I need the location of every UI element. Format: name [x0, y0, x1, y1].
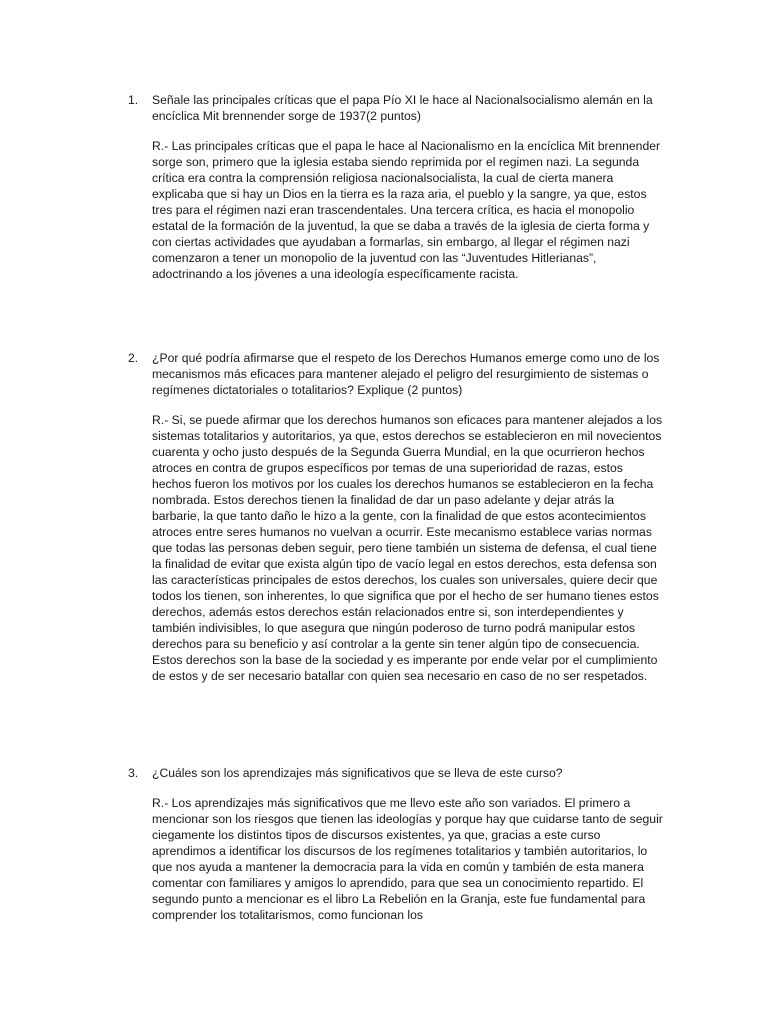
question-text: Señale las principales críticas que el papa Pío XI le hace al Nacionalsocialismo alemán en la encíclica Mit brennender sorge de 1937(2 puntos)	[152, 93, 653, 123]
question-number: 3.	[128, 766, 139, 780]
question-prompt	[128, 765, 668, 781]
question-text: ¿Por qué podría afirmarse que el respeto de los Derechos Humanos emerge como uno de los mecanismos más eficaces para mantener alejado el peligro del resurgimiento de sistemas o regímenes dictatoriales o totalitarios? Explique (2 puntos)	[152, 351, 660, 397]
question-prompt	[128, 350, 668, 398]
question-2	[128, 350, 668, 684]
question-3	[128, 765, 668, 923]
answer-paragraph: R.- Los aprendizajes más significativos que me llevo este año son variados. El primero a mencionar son los riesgos que tienen las ideologías y porque hay que cuidarse tanto de seguir ciegamente los distintos tipos de discursos existentes, ya que, gracias a este curso aprendimos a identificar los discursos de los regímenes totalitarios y también autoritarios, lo que nos ayuda a mantener la democracia para la vida en común y también de esta manera comentar con familiares y amigos lo aprendido, para que sea un conocimiento repartido. El segundo punto a mencionar es el libro La Rebelión en la Granja, este fue fundamental para comprender los totalitarismos, como funcionan los	[152, 796, 663, 922]
question-text: ¿Cuáles son los aprendizajes más significativos que se lleva de este curso?	[152, 766, 563, 780]
answer-paragraph: R.- Si, se puede afirmar que los derechos humanos son eficaces para mantener alejados a los sistemas totalitarios y autoritarios, ya que, estos derechos se establecieron en mil novecientos cuarenta y ocho justo después de la Segunda Guerra Mundial, en la que ocurrieron hechos atroces en contra de grupos específicos por temas de una superioridad de razas, estos hechos fueron los motivos por los cuales los derechos humanos se establecieron en la fecha nombrada. Estos derechos tienen la finalidad de dar un paso adelante y dejar atrás la barbarie, la que tanto daño le hizo a la gente, con la finalidad de que estos acontecimientos atroces entre seres humanos no vuelvan a ocurrir. Este mecanismo establece varias normas que todas las personas deben seguir, pero tiene también un sistema de defensa, el cual tiene la finalidad de evitar que exista algún tipo de vacío legal en estos derechos, esta defensa son las características principales de estos derechos, los cuales son universales, quiere decir que todos los tienen, son inherentes, lo que significa que por el hecho de ser humano tienes estos derechos, además estos derechos están relacionados entre si, son interdependientes y también indivisibles, lo que asegura que ningún poderoso de turno podrá manipular estos derechos para su beneficio y así controlar a la gente sin tener algún tipo de consecuencia. Estos derechos son la base de la sociedad y es imperante por ende velar por el cumplimiento de estos y de ser necesario batallar con quien sea necesario en caso de no ser respetados.	[152, 413, 663, 683]
question-number: 1.	[128, 93, 139, 107]
question-prompt	[128, 92, 668, 124]
question-number: 2.	[128, 351, 139, 365]
answer-paragraph: R.- Las principales críticas que el papa le hace al Nacionalismo en la encíclica Mit brennender sorge son, primero que la iglesia estaba siendo reprimida por el regimen nazi. La segunda crítica era contra la comprensión religiosa nacionalsocialista, la cual de cierta manera explicaba que si hay un Dios en la tierra es la raza aria, el pueblo y la sangre, ya que, estos tres para el régimen nazi eran trascendentales. Una tercera crítica, es hacia el monopolio estatal de la formación de la juventud, la que se daba a través de la iglesia de cierta forma y con ciertas actividades que ayudaban a formarlas, sin embargo, al llegar el régimen nazi comenzaron a tener un monopolio de la juventud con las “Juventudes Hitlerianas”, adoctrinando a los jóvenes a una ideología específicamente racista.	[152, 139, 661, 281]
question-1	[128, 92, 668, 282]
